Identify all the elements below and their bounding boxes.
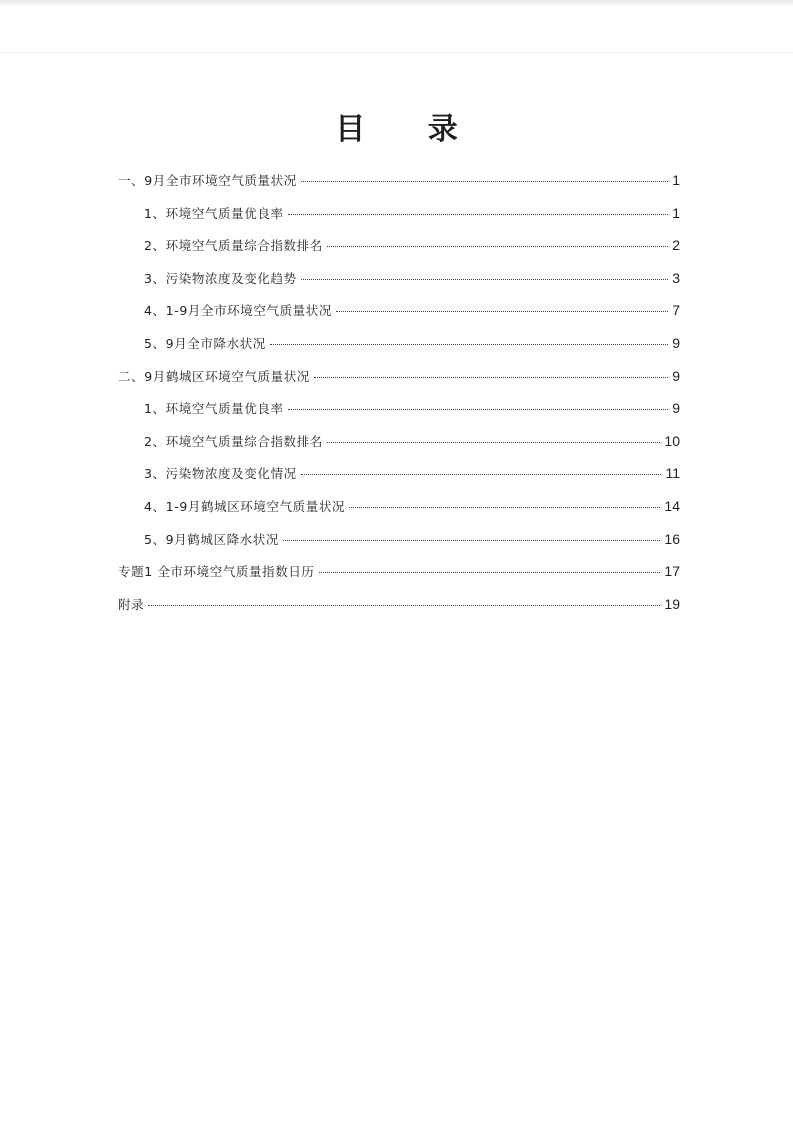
toc-entry-page: 10	[664, 432, 680, 449]
toc-entry-label: 4、1-9月全市环境空气质量状况	[144, 303, 332, 319]
toc-leader-dots	[301, 279, 668, 280]
toc-entry-label: 3、污染物浓度及变化情况	[144, 466, 297, 482]
scan-edge	[0, 0, 793, 6]
toc-entry[interactable]	[118, 269, 680, 302]
toc-entry-page: 3	[672, 269, 680, 286]
toc-entry-page: 19	[664, 595, 680, 612]
toc-leader-dots	[327, 246, 668, 247]
toc-leader-dots	[301, 474, 662, 475]
toc-entry[interactable]	[118, 432, 680, 465]
toc-entry-label: 附录	[118, 596, 145, 612]
toc-entry[interactable]	[118, 562, 680, 595]
toc-entry[interactable]	[118, 399, 680, 432]
toc-leader-dots	[349, 507, 660, 508]
toc-entry[interactable]	[118, 497, 680, 530]
toc-entry-page: 1	[672, 204, 680, 221]
toc-entry[interactable]	[118, 595, 680, 628]
toc-entry-label: 5、9月全市降水状况	[144, 335, 266, 351]
table-of-contents	[118, 171, 680, 627]
toc-entry[interactable]	[118, 171, 680, 204]
toc-entry-label: 5、9月鹤城区降水状况	[144, 531, 280, 547]
toc-leader-dots	[283, 540, 660, 541]
toc-entry-page: 9	[672, 334, 680, 351]
toc-leader-dots	[314, 377, 668, 378]
toc-leader-dots	[148, 605, 660, 606]
toc-entry[interactable]	[118, 204, 680, 237]
toc-entry[interactable]	[118, 530, 680, 563]
toc-leader-dots	[327, 442, 661, 443]
toc-leader-dots	[319, 572, 661, 573]
toc-entry-label: 2、环境空气质量综合指数排名	[144, 433, 323, 449]
toc-entry-page: 11	[665, 465, 680, 482]
toc-entry[interactable]	[118, 334, 680, 367]
toc-entry-page: 14	[664, 497, 680, 514]
toc-entry-label: 二、9月鹤城区环境空气质量状况	[118, 368, 310, 384]
toc-entry-page: 17	[664, 563, 680, 580]
toc-entry-label: 一、9月全市环境空气质量状况	[118, 173, 297, 188]
toc-leader-dots	[301, 181, 668, 182]
toc-entry-label: 4、1-9月鹤城区环境空气质量状况	[144, 498, 346, 514]
toc-entry-page: 16	[664, 530, 680, 547]
toc-leader-dots	[270, 344, 668, 345]
toc-entry-page: 1	[672, 172, 680, 188]
toc-entry-page: 9	[672, 367, 680, 384]
toc-entry-label: 1、环境空气质量优良率	[144, 205, 284, 221]
toc-leader-dots	[336, 311, 668, 312]
toc-entry[interactable]	[118, 301, 680, 334]
toc-entry[interactable]	[118, 367, 680, 400]
toc-leader-dots	[288, 409, 668, 410]
toc-entry[interactable]	[118, 464, 680, 497]
toc-entry[interactable]	[118, 236, 680, 269]
toc-entry-page: 9	[672, 400, 680, 417]
toc-entry-label: 3、污染物浓度及变化趋势	[144, 270, 297, 286]
scan-line	[0, 52, 793, 53]
toc-entry-page: 7	[672, 302, 680, 319]
page-title: 目 录	[335, 112, 484, 148]
toc-entry-label: 2、环境空气质量综合指数排名	[144, 238, 323, 254]
toc-leader-dots	[288, 214, 668, 215]
toc-entry-label: 1、环境空气质量优良率	[144, 401, 284, 417]
toc-entry-label: 专题1 全市环境空气质量指数日历	[118, 564, 315, 580]
toc-entry-page: 2	[672, 237, 680, 254]
